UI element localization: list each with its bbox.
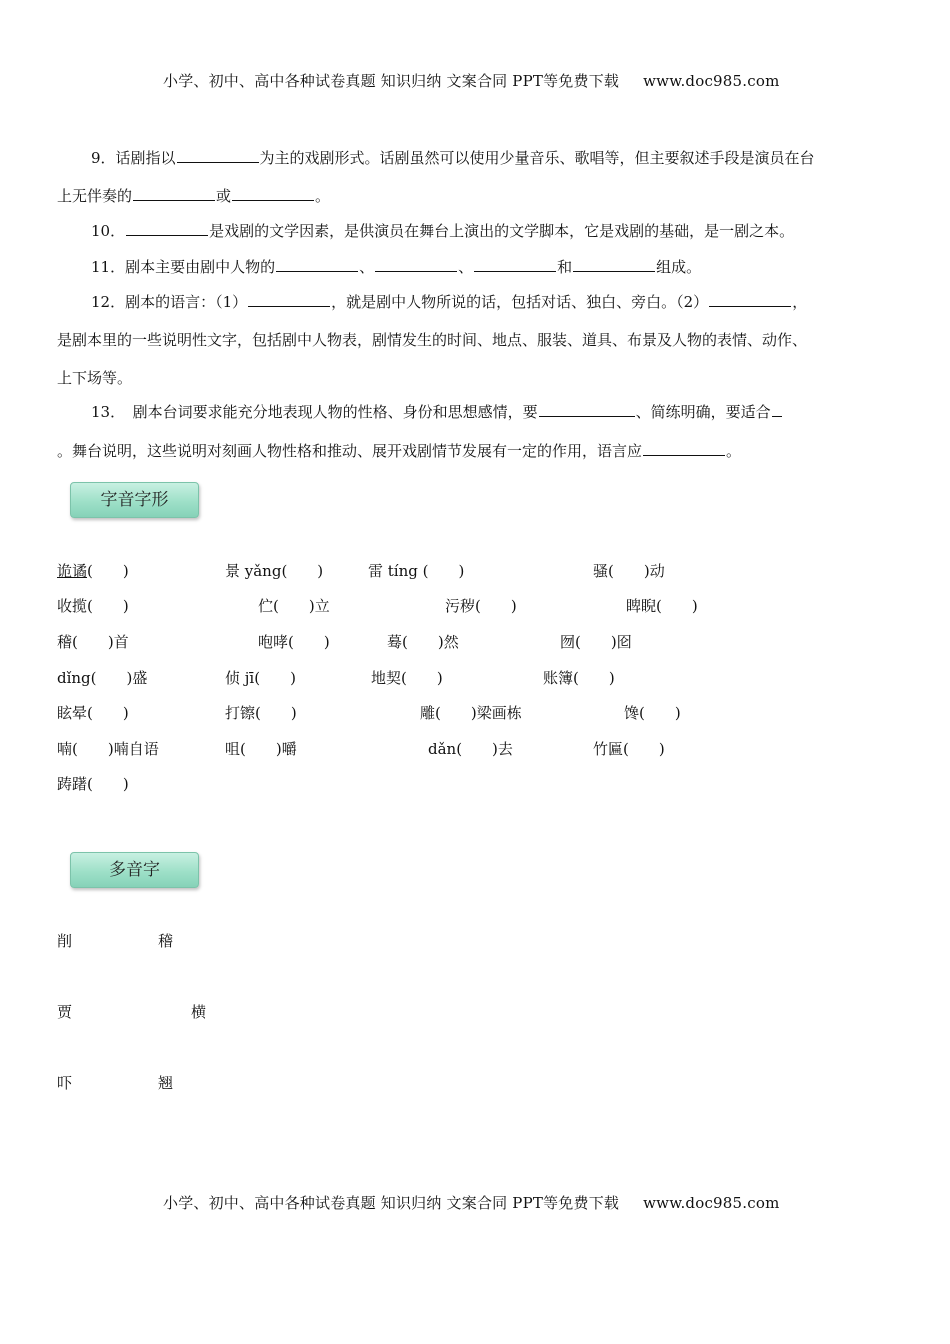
word-item: 收揽( )	[57, 597, 129, 615]
q9-text-b: 为主的戏剧形式。话剧虽然可以使用少量音乐、歌唱等，但主要叙述手段是演员在台	[259, 149, 815, 167]
question-12-line3: 上下场等。	[57, 369, 133, 387]
polyphonic-char: 吓	[57, 1074, 73, 1092]
q9-text-e: 。	[315, 187, 331, 205]
q11-blank-4[interactable]	[573, 257, 655, 272]
polyphonic-char: 翘	[158, 1074, 174, 1092]
section-tab-pronunciation: 字音字形	[70, 482, 199, 518]
q11-sep-1: 、	[359, 258, 375, 276]
question-13	[91, 401, 783, 422]
word-item: 骚( )动	[593, 562, 665, 580]
word-item: 雕( )梁画栋	[420, 704, 522, 722]
q10-text-a: 10．	[91, 222, 126, 240]
word-item: 睥睨( )	[626, 597, 698, 615]
q13-blank-2[interactable]	[772, 402, 782, 417]
word-item: 咀( )嚼	[225, 740, 297, 758]
section-tab-polyphonic: 多音字	[70, 852, 199, 888]
word-item: 囫( )囵	[560, 633, 632, 651]
footer-url: www.doc985.com	[643, 1194, 780, 1212]
question-11	[91, 256, 701, 277]
word-item: 景 yǎng( )	[225, 562, 324, 580]
word-item: 眩晕( )	[57, 704, 129, 722]
q13-text-c: 。舞台说明，这些说明对刻画人物性格和推动、展开戏剧情节发展有一定的作用，语言应	[57, 442, 643, 460]
polyphonic-char: 稽	[158, 932, 174, 950]
q13-text-d: 。	[726, 442, 742, 460]
word-item: 雷 tíng ( )	[368, 562, 465, 580]
q12-text-c: ，	[792, 293, 808, 311]
q13-text-a: 13． 剧本台词要求能充分地表现人物的性格、身份和思想感情，要	[91, 403, 538, 421]
q12-blank-2[interactable]	[709, 292, 791, 307]
q11-text-a: 11．剧本主要由剧中人物的	[91, 258, 276, 276]
q12-text-a: 12．剧本的语言：（1）	[91, 293, 248, 311]
question-12-line2: 是剧本里的一些说明性文字，包括剧中人物表，剧情发生的时间、地点、服装、道具、布景及人物的表情、动作、	[57, 331, 808, 349]
q10-blank-1[interactable]	[126, 221, 208, 236]
word-item: 伫( )立	[258, 597, 330, 615]
q9-text-c: 上无伴奏的	[57, 187, 133, 205]
footer-text: 小学、初中、高中各种试卷真题 知识归纳 文案合同 PPT等免费下载	[163, 1194, 620, 1212]
q11-blank-2[interactable]	[375, 257, 457, 272]
word-item: 地契( )	[371, 669, 443, 687]
word-blank: ( )	[87, 562, 129, 580]
polyphonic-char: 横	[191, 1003, 207, 1021]
q13-blank-1[interactable]	[539, 402, 635, 417]
q11-and: 和	[557, 258, 573, 276]
q13-blank-3[interactable]	[643, 441, 725, 456]
word-item: 蓦( )然	[387, 633, 459, 651]
question-12	[91, 291, 807, 312]
q12-blank-1[interactable]	[248, 292, 330, 307]
q11-sep-2: 、	[458, 258, 474, 276]
word-item: dǐng( )盛	[57, 669, 148, 687]
q11-blank-3[interactable]	[474, 257, 556, 272]
page-header	[163, 70, 780, 91]
word-item: 账簿( )	[543, 669, 615, 687]
underlined-word: 诡谲	[57, 562, 88, 580]
word-item: 踌躇( )	[57, 775, 129, 793]
q11-blank-1[interactable]	[276, 257, 358, 272]
word-item: 馋( )	[624, 704, 681, 722]
word-item: 竹匾( )	[593, 740, 665, 758]
polyphonic-char: 削	[57, 932, 73, 950]
question-9	[91, 147, 815, 168]
q9-text-d: 或	[216, 187, 232, 205]
q11-end: 组成。	[656, 258, 702, 276]
word-item: 稽( )首	[57, 633, 129, 651]
header-text: 小学、初中、高中各种试卷真题 知识归纳 文案合同 PPT等免费下载	[163, 72, 620, 90]
question-13-line2	[57, 440, 741, 461]
q9-blank-3[interactable]	[232, 186, 314, 201]
polyphonic-char: 贾	[57, 1003, 73, 1021]
word-item: 打镲( )	[225, 704, 297, 722]
q10-text-b: 是戏剧的文学因素，是供演员在舞台上演出的文学脚本，它是戏剧的基础，是一剧之本。	[209, 222, 795, 240]
question-9-line2	[57, 185, 330, 206]
word-item	[57, 560, 129, 581]
q9-blank-1[interactable]	[177, 148, 259, 163]
q9-text-a: 9．话剧指以	[91, 149, 176, 167]
header-url: www.doc985.com	[643, 72, 780, 90]
q13-text-b: 、简练明确，要适合	[635, 403, 771, 421]
page-footer	[163, 1192, 780, 1213]
word-item: 侦 jī( )	[225, 669, 296, 687]
question-10	[91, 220, 794, 241]
word-item: 污秽( )	[445, 597, 517, 615]
q12-text-b: ，就是剧中人物所说的话，包括对话、独白、旁白。（2）	[331, 293, 709, 311]
word-item: 喃( )喃自语	[57, 740, 159, 758]
q9-blank-2[interactable]	[133, 186, 215, 201]
word-item: dǎn( )去	[428, 740, 513, 758]
word-item: 咆哮( )	[258, 633, 330, 651]
